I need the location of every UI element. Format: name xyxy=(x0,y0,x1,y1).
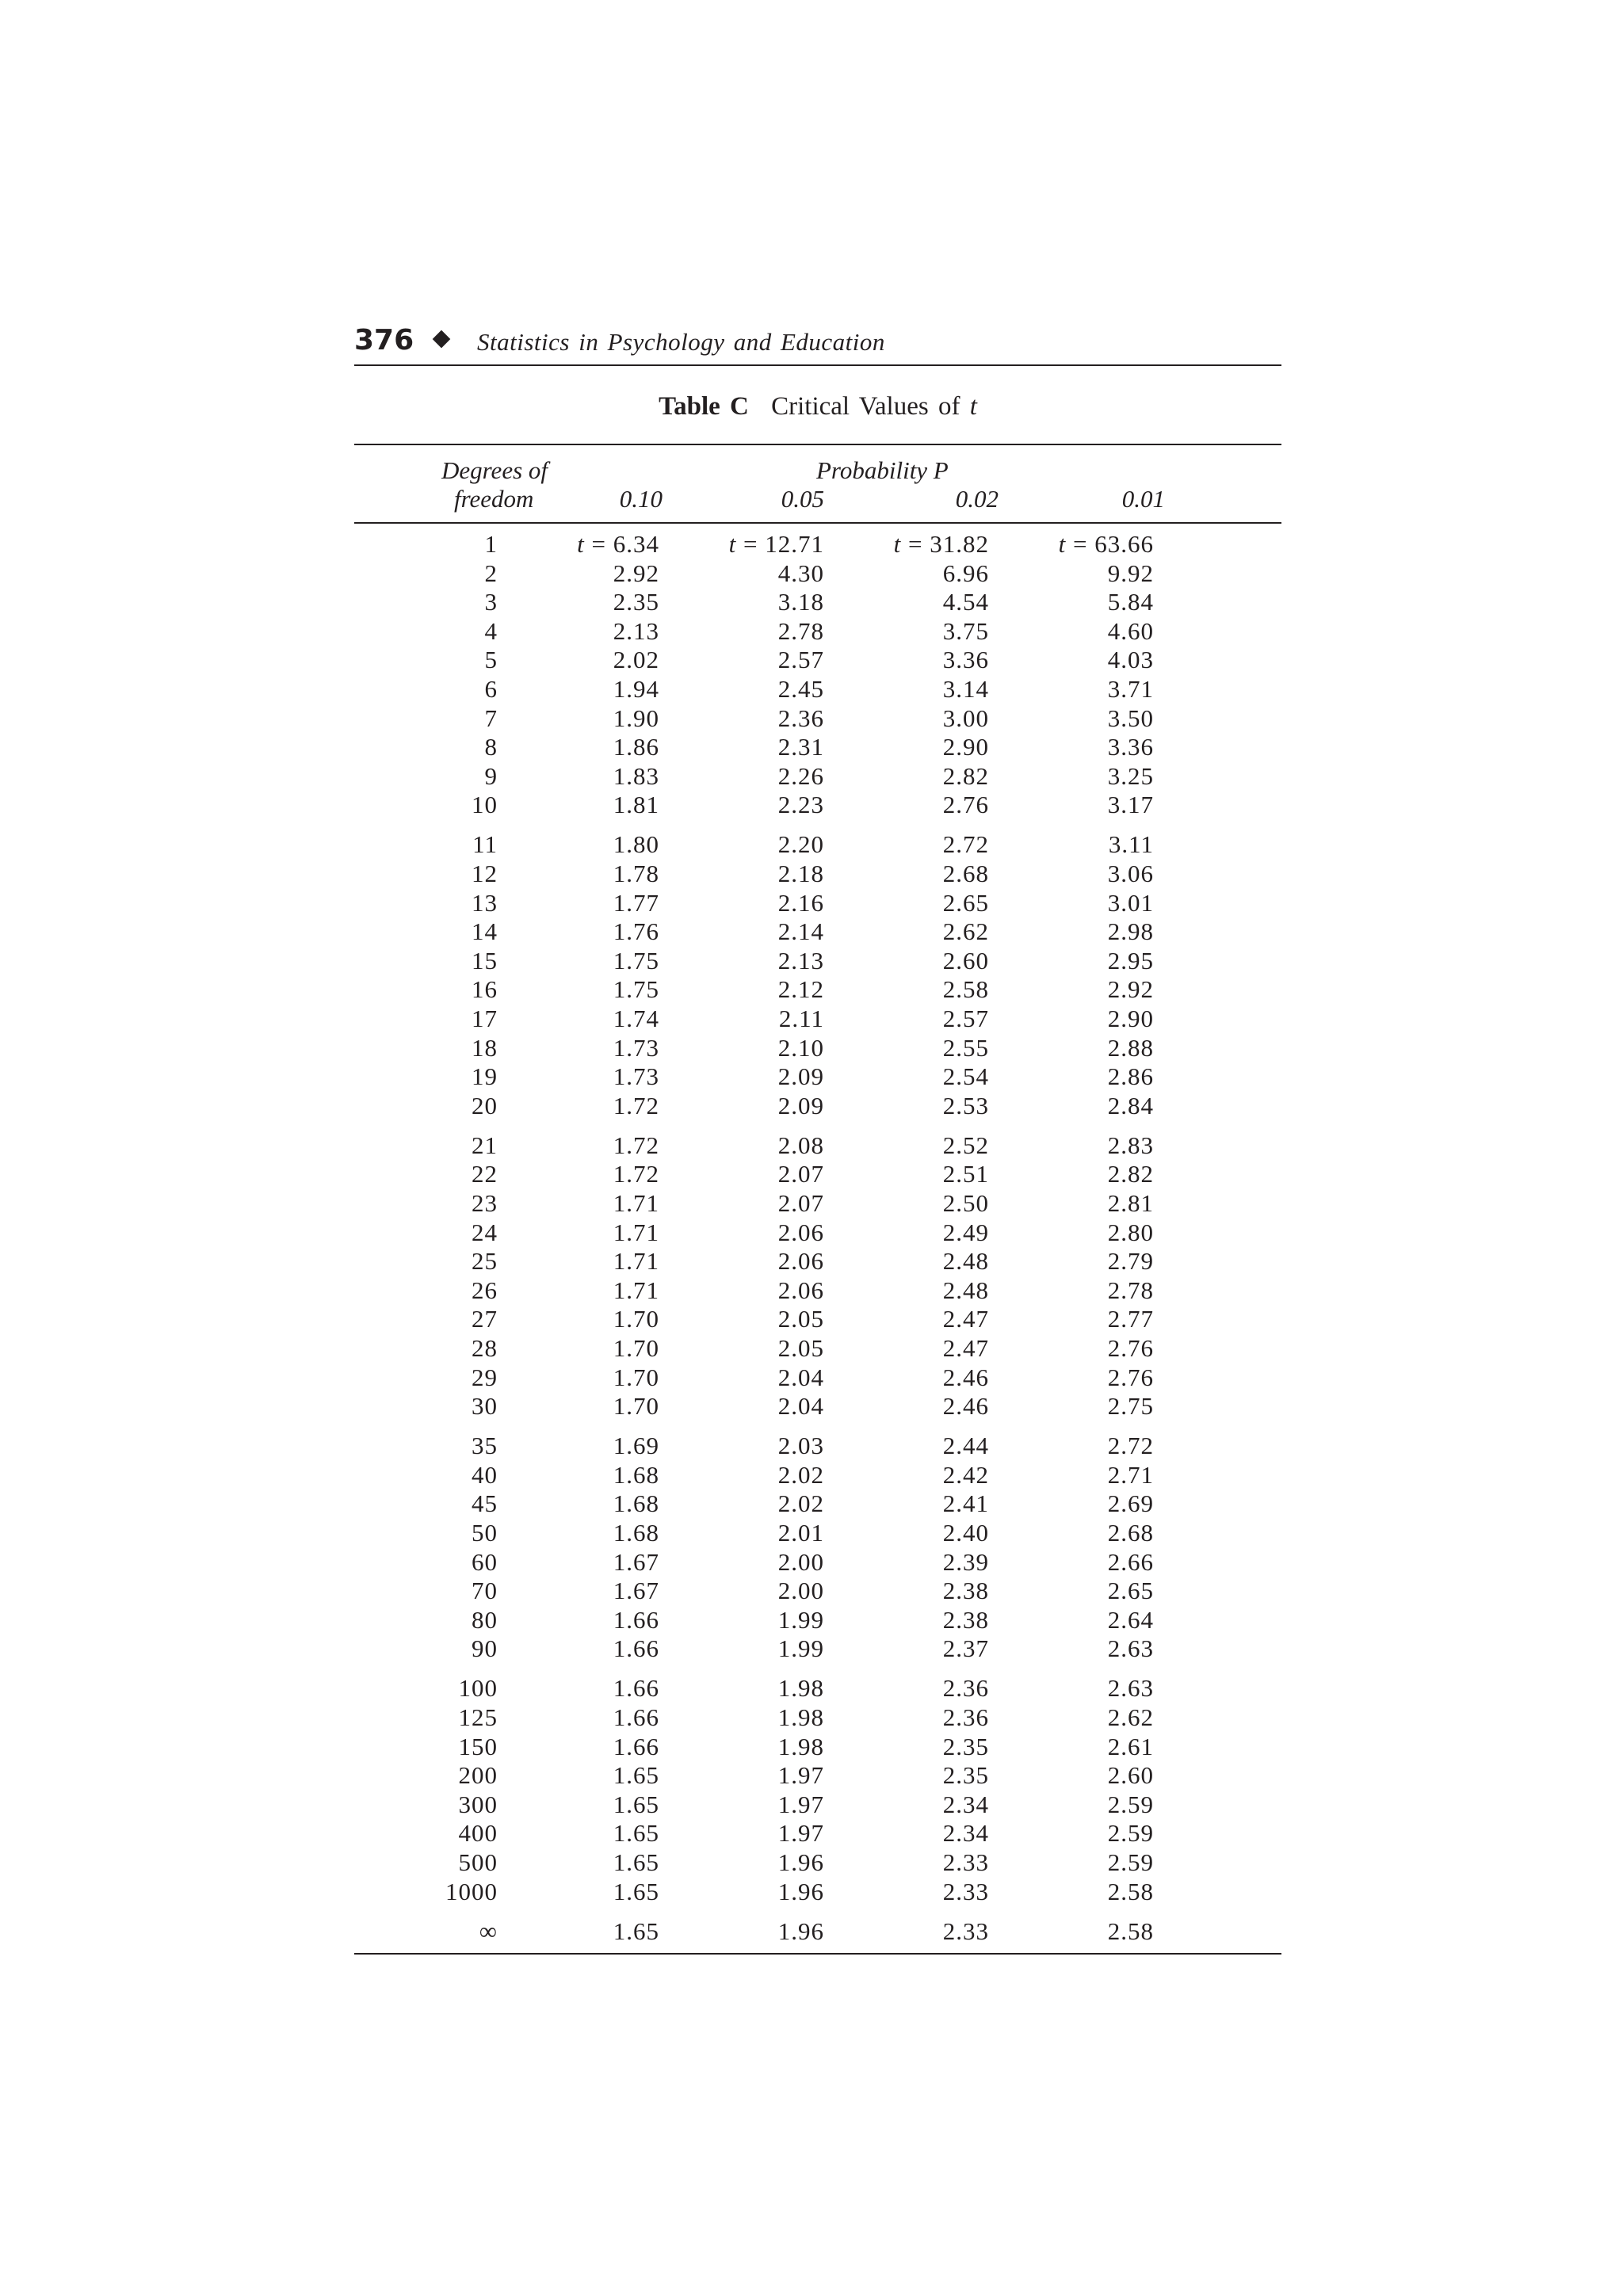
value-cell: 1.68 xyxy=(613,1519,659,1547)
value-cell: 9.92 xyxy=(1107,559,1154,587)
value-cell: 2.45 xyxy=(777,675,824,703)
variable-prefix: t xyxy=(728,530,737,558)
df-cell: 10 xyxy=(472,791,498,819)
value-cell: 3.17 xyxy=(1107,791,1154,819)
value-cell: t = 12.71 xyxy=(728,530,824,558)
value-cell: 2.81 xyxy=(1107,1189,1154,1217)
df-cell: 16 xyxy=(472,975,498,1004)
value-cell: 2.44 xyxy=(942,1432,989,1460)
value-cell: 2.78 xyxy=(1107,1276,1154,1304)
value-cell: 1.65 xyxy=(613,1848,659,1876)
value-cell: 1.69 xyxy=(613,1432,659,1460)
df-cell: 4 xyxy=(484,616,498,645)
value-cell: 2.58 xyxy=(942,975,989,1004)
value-cell: 2.86 xyxy=(1107,1062,1154,1091)
df-cell: 22 xyxy=(472,1160,498,1188)
value-cell: 1.75 xyxy=(613,975,659,1004)
df-cell: 29 xyxy=(472,1363,498,1391)
df-cell: 80 xyxy=(472,1605,498,1634)
df-cell: 3 xyxy=(484,588,498,616)
df-cell: 100 xyxy=(458,1674,498,1703)
value-cell: 4.30 xyxy=(777,559,824,587)
value-cell: 2.02 xyxy=(613,646,659,674)
value-cell: 2.68 xyxy=(1107,1519,1154,1547)
value-cell: 2.48 xyxy=(942,1247,989,1276)
value-cell: 2.46 xyxy=(942,1363,989,1391)
df-cell: 7 xyxy=(484,704,498,732)
value-cell: 2.34 xyxy=(942,1790,989,1818)
value-cell: 2.79 xyxy=(1107,1247,1154,1276)
df-cell: 13 xyxy=(472,888,498,917)
df-cell: 21 xyxy=(472,1131,498,1159)
value-cell: 1.70 xyxy=(613,1305,659,1333)
value-cell: 1.83 xyxy=(613,761,659,790)
value-cell: 3.36 xyxy=(1107,733,1154,761)
df-cell: 11 xyxy=(472,830,498,859)
df-cell: 5 xyxy=(484,646,498,674)
value-cell: 1.73 xyxy=(613,1062,659,1091)
value-cell: 3.18 xyxy=(777,588,824,616)
value-cell: 2.11 xyxy=(778,1005,824,1032)
value-cell: 1.98 xyxy=(777,1703,824,1731)
value-cell: 1.97 xyxy=(777,1761,824,1790)
value-cell: 2.01 xyxy=(777,1519,824,1547)
column-header: 0.10 xyxy=(619,485,663,513)
value-cell: 2.57 xyxy=(777,646,824,674)
value-cell: 2.63 xyxy=(1107,1674,1154,1703)
value-cell: 2.76 xyxy=(942,791,989,819)
value-cell: 1.66 xyxy=(613,1634,659,1663)
value-cell: 2.83 xyxy=(1107,1131,1154,1159)
df-cell: 9 xyxy=(484,761,498,790)
value-cell: 1.80 xyxy=(613,830,659,859)
df-cell: 24 xyxy=(472,1218,498,1246)
variable-prefix: t xyxy=(893,530,902,558)
column-header: 0.05 xyxy=(781,485,824,513)
value-cell: 2.13 xyxy=(777,946,824,974)
value-cell: 2.42 xyxy=(942,1460,989,1489)
value-cell: 2.77 xyxy=(1107,1305,1154,1333)
value-cell: 3.11 xyxy=(1108,830,1154,859)
value-cell: 2.36 xyxy=(942,1674,989,1703)
variable-prefix: t xyxy=(1058,530,1067,558)
df-cell: 8 xyxy=(484,733,498,761)
value-cell: 1.81 xyxy=(613,791,659,819)
df-cell: 28 xyxy=(472,1334,498,1362)
value-cell: 2.49 xyxy=(942,1218,989,1246)
value-cell: 1.71 xyxy=(613,1247,659,1276)
df-cell: 90 xyxy=(472,1634,498,1663)
value-cell: 1.96 xyxy=(777,1917,824,1945)
table-caption-text: Critical Values of xyxy=(771,392,960,421)
value-cell: 2.80 xyxy=(1107,1218,1154,1246)
value-cell: 3.50 xyxy=(1107,704,1154,732)
value-cell: 1.96 xyxy=(777,1848,824,1876)
value-cell: 1.98 xyxy=(777,1674,824,1703)
probability-spanner: Probability P xyxy=(816,456,949,484)
value-cell: 2.51 xyxy=(942,1160,989,1188)
value-cell: 2.52 xyxy=(942,1131,989,1159)
column-header: 0.02 xyxy=(955,485,999,513)
value-cell: 2.50 xyxy=(942,1189,989,1217)
value-cell: 1.66 xyxy=(613,1674,659,1703)
value-cell: t = 63.66 xyxy=(1058,530,1154,558)
df-cell: 17 xyxy=(472,1005,498,1032)
value-cell: 1.97 xyxy=(777,1819,824,1848)
value-cell: 1.72 xyxy=(613,1091,659,1119)
value-cell: 2.90 xyxy=(942,733,989,761)
value-cell: 2.90 xyxy=(1107,1005,1154,1032)
df-cell: 1 xyxy=(484,530,498,558)
value-cell: 2.40 xyxy=(942,1519,989,1547)
value-cell: 2.47 xyxy=(942,1334,989,1362)
value-cell: 5.84 xyxy=(1107,588,1154,616)
value-cell: 2.64 xyxy=(1107,1605,1154,1634)
value-cell: 2.09 xyxy=(777,1091,824,1119)
value-cell: 2.66 xyxy=(1107,1547,1154,1576)
df-cell: 50 xyxy=(472,1519,498,1547)
value-cell: 1.66 xyxy=(613,1732,659,1760)
df-cell: 20 xyxy=(472,1091,498,1119)
value-cell: 2.82 xyxy=(942,761,989,790)
stub-header-line1: Degrees of xyxy=(441,456,548,484)
value-cell: 2.59 xyxy=(1107,1848,1154,1876)
value-cell: 2.58 xyxy=(1107,1917,1154,1945)
value-cell: t = 31.82 xyxy=(893,530,989,558)
value-cell: 2.78 xyxy=(777,616,824,645)
value-cell: t = 6.34 xyxy=(577,530,659,558)
value-cell: 1.72 xyxy=(613,1131,659,1159)
value-cell: 2.38 xyxy=(942,1605,989,1634)
df-cell: 40 xyxy=(472,1460,498,1489)
value-cell: 2.05 xyxy=(777,1334,824,1362)
value-cell: 2.33 xyxy=(942,1917,989,1945)
value-cell: 1.90 xyxy=(613,704,659,732)
value-cell: 2.63 xyxy=(1107,1634,1154,1663)
value-cell: 1.65 xyxy=(613,1761,659,1790)
df-cell: ∞ xyxy=(479,1917,498,1945)
df-cell: 26 xyxy=(472,1276,498,1304)
value-cell: 2.33 xyxy=(942,1877,989,1905)
value-cell: 2.75 xyxy=(1107,1392,1154,1421)
df-cell: 30 xyxy=(472,1392,498,1421)
value-cell: 2.12 xyxy=(777,975,824,1004)
value-cell: 2.06 xyxy=(777,1247,824,1276)
value-cell: 2.07 xyxy=(777,1160,824,1188)
value-cell: 1.68 xyxy=(613,1460,659,1489)
value-cell: 1.70 xyxy=(613,1334,659,1362)
value-cell: 3.06 xyxy=(1107,860,1154,887)
df-cell: 25 xyxy=(472,1247,498,1276)
value-cell: 2.72 xyxy=(942,830,989,859)
value-cell: 1.71 xyxy=(613,1218,659,1246)
value-cell: 1.76 xyxy=(613,917,659,946)
value-cell: 2.58 xyxy=(1107,1877,1154,1905)
df-cell: 19 xyxy=(472,1062,498,1091)
value-cell: 2.05 xyxy=(777,1305,824,1333)
value-cell: 2.39 xyxy=(942,1547,989,1576)
df-cell: 500 xyxy=(458,1848,498,1876)
value-cell: 1.71 xyxy=(613,1189,659,1217)
value-cell: 2.98 xyxy=(1107,917,1154,946)
df-cell: 27 xyxy=(472,1305,498,1333)
value-cell: 2.61 xyxy=(1107,1732,1154,1760)
value-cell: 1.86 xyxy=(613,733,659,761)
value-cell: 2.92 xyxy=(1107,975,1154,1004)
value-cell: 2.10 xyxy=(777,1033,824,1062)
value-cell: 2.92 xyxy=(613,559,659,587)
value-cell: 3.25 xyxy=(1107,761,1154,790)
value-cell: 1.75 xyxy=(613,946,659,974)
value-cell: 2.00 xyxy=(777,1577,824,1605)
value-cell: 6.96 xyxy=(942,559,989,587)
value-cell: 2.54 xyxy=(942,1062,989,1091)
value-cell: 1.71 xyxy=(613,1276,659,1304)
value-cell: 2.60 xyxy=(1107,1761,1154,1790)
value-cell: 2.60 xyxy=(942,946,989,974)
value-cell: 1.65 xyxy=(613,1877,659,1905)
value-cell: 2.48 xyxy=(942,1276,989,1304)
page-number: 376 xyxy=(354,324,414,357)
value-cell: 1.99 xyxy=(777,1634,824,1663)
df-cell: 1000 xyxy=(445,1877,498,1905)
df-cell: 150 xyxy=(458,1732,498,1760)
value-cell: 2.14 xyxy=(777,917,824,946)
df-cell: 14 xyxy=(472,917,498,946)
df-cell: 300 xyxy=(458,1790,498,1818)
value-cell: 2.47 xyxy=(942,1305,989,1333)
value-cell: 2.36 xyxy=(942,1703,989,1731)
value-cell: 3.00 xyxy=(942,704,989,732)
value-cell: 2.59 xyxy=(1107,1790,1154,1818)
value-cell: 1.66 xyxy=(613,1605,659,1634)
value-cell: 2.09 xyxy=(777,1062,824,1091)
df-cell: 15 xyxy=(472,946,498,974)
value-cell: 2.82 xyxy=(1107,1160,1154,1188)
value-cell: 2.76 xyxy=(1107,1363,1154,1391)
value-cell: 2.06 xyxy=(777,1218,824,1246)
df-cell: 12 xyxy=(472,860,498,887)
value-cell: 2.26 xyxy=(777,761,824,790)
value-cell: 2.35 xyxy=(942,1732,989,1760)
df-cell: 35 xyxy=(472,1432,498,1460)
value-cell: 2.23 xyxy=(777,791,824,819)
value-cell: 2.62 xyxy=(1107,1703,1154,1731)
table-bottom-rule xyxy=(354,1953,1281,1955)
value-cell: 2.00 xyxy=(777,1547,824,1576)
df-cell: 60 xyxy=(472,1547,498,1576)
df-cell: 2 xyxy=(484,559,498,587)
value-cell: 4.54 xyxy=(942,588,989,616)
value-cell: 2.71 xyxy=(1107,1460,1154,1489)
df-cell: 23 xyxy=(472,1189,498,1217)
value-cell: 1.70 xyxy=(613,1363,659,1391)
value-cell: 2.62 xyxy=(942,917,989,946)
value-cell: 1.68 xyxy=(613,1489,659,1518)
value-cell: 1.72 xyxy=(613,1160,659,1188)
value-cell: 2.88 xyxy=(1107,1033,1154,1062)
value-cell: 2.41 xyxy=(942,1489,989,1518)
value-cell: 1.65 xyxy=(613,1917,659,1945)
value-cell: 4.60 xyxy=(1107,616,1154,645)
value-cell: 2.46 xyxy=(942,1392,989,1421)
value-cell: 2.31 xyxy=(777,733,824,761)
book-title: Statistics in Psychology and Education xyxy=(477,328,885,356)
value-cell: 2.16 xyxy=(777,888,824,917)
value-cell: 2.02 xyxy=(777,1489,824,1518)
value-cell: 2.57 xyxy=(942,1005,989,1032)
value-cell: 1.74 xyxy=(613,1005,659,1032)
value-cell: 1.70 xyxy=(613,1392,659,1421)
value-cell: 2.37 xyxy=(942,1634,989,1663)
value-cell: 3.36 xyxy=(942,646,989,674)
value-cell: 2.69 xyxy=(1107,1489,1154,1518)
value-cell: 2.76 xyxy=(1107,1334,1154,1362)
value-cell: 2.04 xyxy=(777,1363,824,1391)
value-cell: 1.65 xyxy=(613,1790,659,1818)
value-cell: 2.02 xyxy=(777,1460,824,1489)
value-cell: 2.36 xyxy=(777,704,824,732)
value-cell: 2.34 xyxy=(942,1819,989,1848)
value-cell: 2.13 xyxy=(613,616,659,645)
value-cell: 1.65 xyxy=(613,1819,659,1848)
df-cell: 70 xyxy=(472,1577,498,1605)
value-cell: 2.33 xyxy=(942,1848,989,1876)
value-cell: 2.03 xyxy=(777,1432,824,1460)
value-cell: 3.01 xyxy=(1107,888,1154,917)
value-cell: 2.18 xyxy=(777,860,824,887)
value-cell: 2.72 xyxy=(1107,1432,1154,1460)
table-caption-label: Table C xyxy=(659,392,749,421)
table-caption-variable: t xyxy=(969,392,977,421)
variable-prefix: t xyxy=(577,530,585,558)
value-cell: 2.68 xyxy=(942,860,989,887)
value-cell: 2.38 xyxy=(942,1577,989,1605)
value-cell: 2.20 xyxy=(777,830,824,859)
df-cell: 200 xyxy=(458,1761,498,1790)
value-cell: 1.96 xyxy=(777,1877,824,1905)
value-cell: 2.95 xyxy=(1107,946,1154,974)
value-cell: 1.67 xyxy=(613,1577,659,1605)
df-cell: 6 xyxy=(484,675,498,703)
value-cell: 2.35 xyxy=(942,1761,989,1790)
value-cell: 3.71 xyxy=(1107,675,1154,703)
value-cell: 1.78 xyxy=(613,860,659,887)
stub-header-line2: freedom xyxy=(454,485,534,513)
value-cell: 2.84 xyxy=(1107,1091,1154,1119)
value-cell: 2.55 xyxy=(942,1033,989,1062)
df-cell: 45 xyxy=(472,1489,498,1518)
value-cell: 1.99 xyxy=(777,1605,824,1634)
value-cell: 2.08 xyxy=(777,1131,824,1159)
value-cell: 2.04 xyxy=(777,1392,824,1421)
value-cell: 1.67 xyxy=(613,1547,659,1576)
value-cell: 1.77 xyxy=(613,888,659,917)
df-cell: 125 xyxy=(458,1703,498,1731)
value-cell: 4.03 xyxy=(1107,646,1154,674)
value-cell: 2.65 xyxy=(1107,1577,1154,1605)
value-cell: 2.06 xyxy=(777,1276,824,1304)
value-cell: 1.94 xyxy=(613,675,659,703)
df-cell: 400 xyxy=(458,1819,498,1848)
value-cell: 1.98 xyxy=(777,1732,824,1760)
value-cell: 2.53 xyxy=(942,1091,989,1119)
value-cell: 1.97 xyxy=(777,1790,824,1818)
value-cell: 2.59 xyxy=(1107,1819,1154,1848)
value-cell: 2.65 xyxy=(942,888,989,917)
df-cell: 18 xyxy=(472,1033,498,1062)
value-cell: 3.14 xyxy=(942,675,989,703)
value-cell: 1.73 xyxy=(613,1033,659,1062)
column-header: 0.01 xyxy=(1121,485,1165,513)
value-cell: 3.75 xyxy=(942,616,989,645)
value-cell: 1.66 xyxy=(613,1703,659,1731)
value-cell: 2.07 xyxy=(777,1189,824,1217)
value-cell: 2.35 xyxy=(613,588,659,616)
